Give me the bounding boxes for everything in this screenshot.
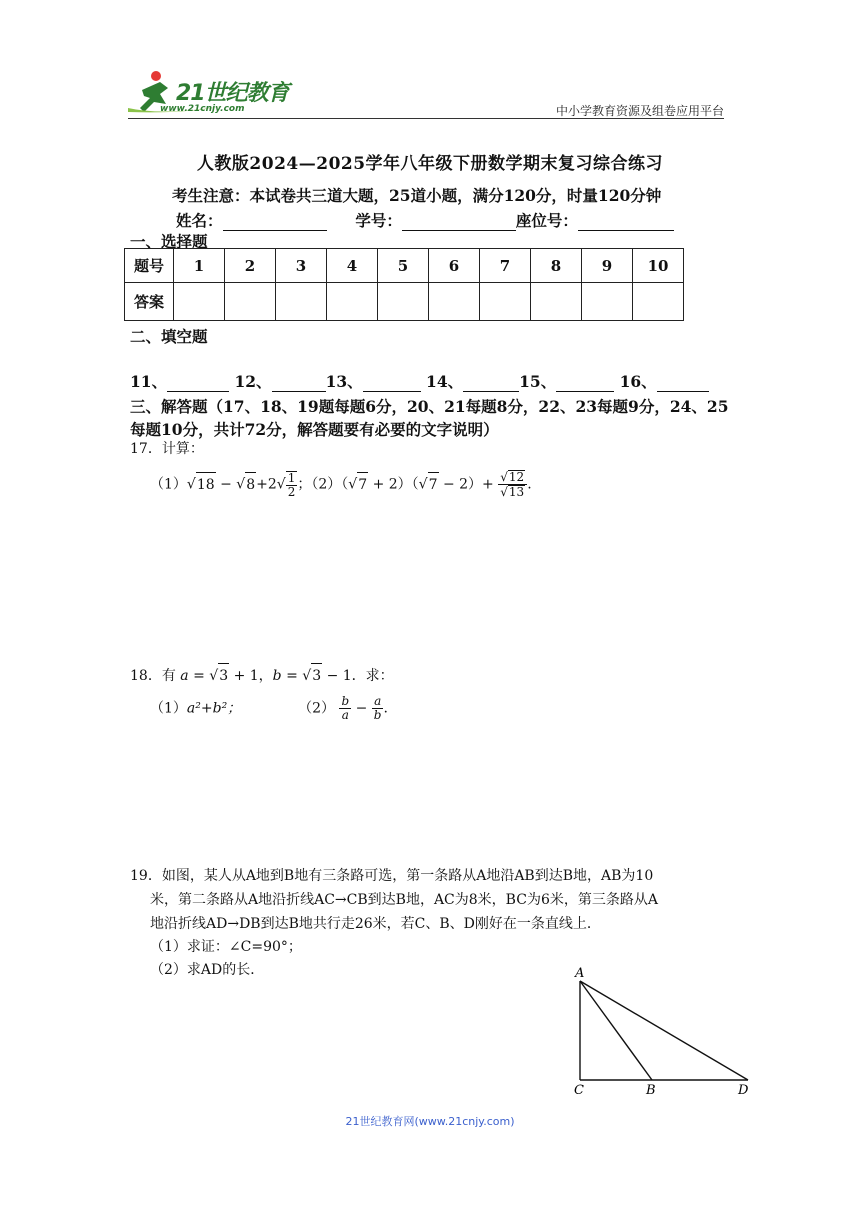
fill-blank[interactable]: [463, 375, 519, 392]
point-d-label: D: [738, 1083, 749, 1098]
point-c-label: C: [574, 1083, 584, 1098]
row-label-number: 题号: [125, 249, 174, 283]
footer-link[interactable]: 21世纪教育网(www.21cnjy.com): [345, 1115, 515, 1128]
section-solve-heading: 三、解答题（17、18、19题每题6分，20、21每题8分，22、23每题9分，24、25每题10分，共计72分，解答题要有必要的文字说明）: [130, 397, 729, 439]
fill-label: 13、: [325, 372, 363, 391]
q18-stem: 18．有 a = √3 + 1，b = √3 − 1．求：: [130, 663, 394, 689]
fill-blank[interactable]: [657, 375, 709, 392]
answer-cell[interactable]: [531, 283, 582, 321]
id-label: 学号：: [355, 211, 402, 230]
q19-line2: 米，第二条路从A地沿折线AC→CB到达B地，AC为8米，BC为6米，第三条路从A: [150, 892, 658, 908]
answer-cell[interactable]: [174, 283, 225, 321]
row-label-answer: 答案: [125, 283, 174, 321]
point-b-label: B: [646, 1083, 656, 1098]
question-number: 8: [531, 249, 582, 283]
question-number: 1: [174, 249, 225, 283]
answer-cell[interactable]: [378, 283, 429, 321]
section-fill-heading: 二、填空题: [130, 327, 208, 346]
fill-label: 16、: [619, 372, 657, 391]
question-number: 4: [327, 249, 378, 283]
question-number: 2: [225, 249, 276, 283]
q19-part2: （2）求AD的长．: [150, 962, 265, 978]
triangle-figure: [566, 962, 762, 1098]
q19-line1: 19．如图，某人从A地到B地有三条路可选，第一条路从A地沿AB到达B地，AB为10: [130, 868, 654, 884]
question-number: 7: [480, 249, 531, 283]
student-info-row: [176, 209, 674, 231]
header-divider: [128, 118, 724, 119]
fill-blank[interactable]: [272, 375, 326, 392]
question-number: 10: [633, 249, 684, 283]
answer-cell[interactable]: [633, 283, 684, 321]
question-number: 5: [378, 249, 429, 283]
answer-cell[interactable]: [582, 283, 633, 321]
question-number: 6: [429, 249, 480, 283]
seat-blank[interactable]: [578, 214, 674, 231]
point-a-label: A: [575, 966, 585, 981]
name-label: 姓名：: [176, 211, 223, 230]
fill-blank[interactable]: [363, 375, 421, 392]
fill-blank[interactable]: [556, 375, 614, 392]
question-number: 9: [582, 249, 633, 283]
logo-url: www.21cnjy.com: [160, 104, 245, 114]
fill-label: 15、: [519, 372, 557, 391]
fill-label: 12、: [234, 372, 272, 391]
page-title: 人教版2024—2025学年八年级下册数学期末复习综合练习: [196, 154, 664, 174]
platform-name: 中小学教育资源及组卷应用平台: [555, 104, 724, 118]
answer-cell[interactable]: [327, 283, 378, 321]
exam-notice: 考生注意：本试卷共三道大题，25道小题，满分120分，时量120分钟: [172, 186, 662, 205]
answer-table: [124, 248, 684, 321]
fill-blank[interactable]: [167, 375, 229, 392]
section-choice-heading: 一、选择题: [130, 232, 208, 251]
answer-cell[interactable]: [480, 283, 531, 321]
answer-cell[interactable]: [276, 283, 327, 321]
fill-label: 11、: [130, 372, 168, 391]
q17-expression: （1）√18 − √8+2√ $\frac{1}{2}$ ；（2）（√7 + 2）（√7 − 2）+ $\frac{√12}{√13}$ .: [150, 470, 532, 499]
name-blank[interactable]: [223, 214, 327, 231]
fill-blank-row: [130, 370, 709, 392]
id-blank[interactable]: [402, 214, 516, 231]
answer-cell[interactable]: [429, 283, 480, 321]
q19-line3: 地沿折线AD→DB到达B地共行走26米，若C、B、D刚好在一条直线上．: [150, 916, 601, 932]
fill-label: 14、: [426, 372, 464, 391]
logo-text: 21世纪教育: [176, 81, 289, 106]
q17-stem: 17．计算：: [130, 441, 204, 457]
answer-cell[interactable]: [225, 283, 276, 321]
q18-parts: （1）a²+b²； （2） $\frac{b}{a}$ − $\frac{a}{b}$ .: [150, 694, 388, 722]
seat-label: 座位号：: [515, 211, 578, 230]
question-number: 3: [276, 249, 327, 283]
q19-part1: （1）求证：∠C=90°；: [150, 939, 302, 955]
